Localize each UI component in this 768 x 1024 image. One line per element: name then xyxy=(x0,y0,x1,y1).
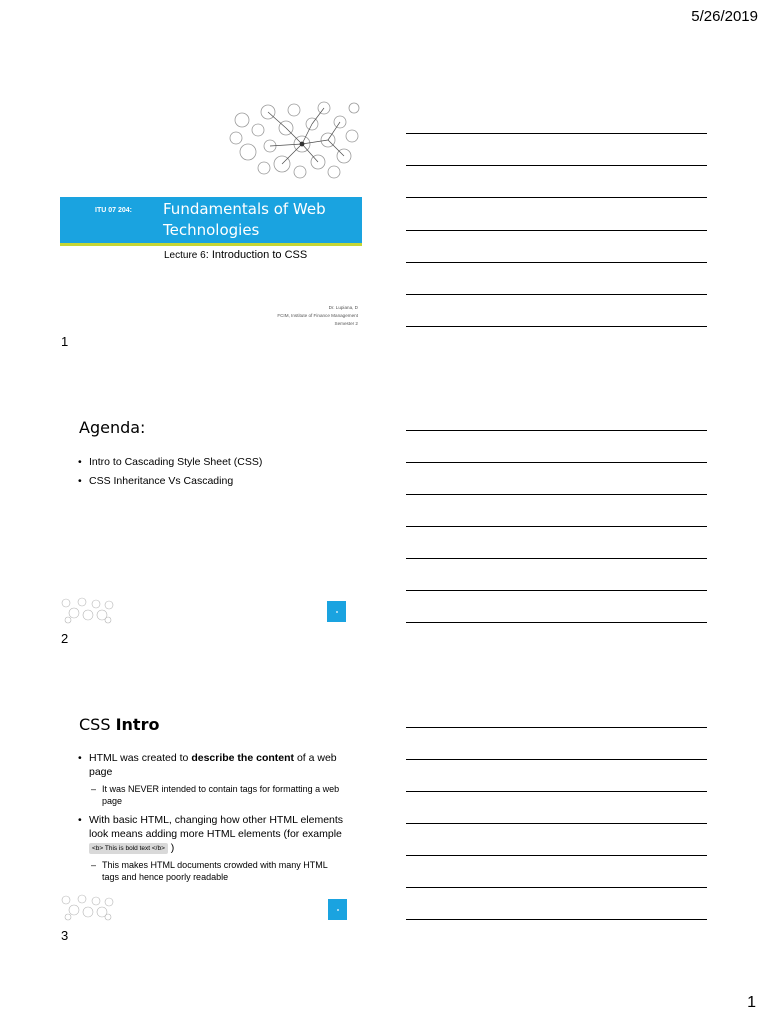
notes-line xyxy=(406,855,707,856)
bullet-text: HTML was created to xyxy=(89,752,192,764)
list-item: • CSS Inheritance Vs Cascading xyxy=(78,474,348,488)
heading-plain: CSS xyxy=(79,715,116,734)
network-graph-icon xyxy=(228,100,362,180)
slide-3 xyxy=(60,697,362,937)
bullet-list xyxy=(78,455,348,488)
list-item: • Intro to Cascading Style Sheet (CSS) xyxy=(78,455,348,469)
sub-list xyxy=(78,783,346,807)
notes-line xyxy=(406,558,707,559)
bullet-text: of a web page xyxy=(89,752,337,778)
author-name: Dr. Lupiana, D xyxy=(328,305,358,310)
author-info xyxy=(277,304,358,328)
lecture-subtitle xyxy=(164,249,307,261)
slide-number: 3 xyxy=(61,928,69,943)
notes-line xyxy=(406,430,707,431)
notes-line xyxy=(406,727,707,728)
slide-number-badge xyxy=(328,899,347,920)
slide-1 xyxy=(60,100,362,340)
notes-line xyxy=(406,526,707,527)
notes-line xyxy=(406,165,707,166)
notes-line xyxy=(406,326,707,327)
course-title: Fundamentals of Web Technologies xyxy=(163,200,326,239)
notes-line xyxy=(406,133,707,134)
author-affiliation: FCIM, Institute of Finance Management xyxy=(277,313,358,318)
notes-line xyxy=(406,823,707,824)
notes-line xyxy=(406,494,707,495)
notes-line xyxy=(406,262,707,263)
course-code: ITU 07 204: xyxy=(95,207,132,214)
notes-line xyxy=(406,919,707,920)
code-example: <b> This is bold text </b> xyxy=(89,843,168,854)
notes-line xyxy=(406,462,707,463)
slide-number: 1 xyxy=(61,334,69,349)
notes-line xyxy=(406,622,707,623)
notes-line xyxy=(406,887,707,888)
lecture-number: Lecture 6 xyxy=(164,250,206,261)
slide-number: 2 xyxy=(61,631,69,646)
slide-number-badge xyxy=(327,601,346,622)
slide-heading xyxy=(79,715,159,734)
bullet-text: With basic HTML, changing how other HTML elements look means adding more HTML elements (for example xyxy=(89,814,344,840)
list-item xyxy=(78,751,346,807)
heading-bold: Intro xyxy=(115,715,160,734)
notes-line xyxy=(406,759,707,760)
bullet-emphasis: describe the content xyxy=(191,752,295,764)
sub-list xyxy=(78,859,346,883)
sub-item: – This makes HTML documents crowded with many HTML tags and hence poorly readable xyxy=(78,859,346,883)
page-number: 1 xyxy=(747,994,756,1011)
network-graph-icon xyxy=(60,595,114,625)
lecture-topic: : Introduction to CSS xyxy=(205,249,308,261)
notes-line xyxy=(406,197,707,198)
page-date: 5/26/2019 xyxy=(691,8,758,25)
network-graph-icon xyxy=(60,892,114,922)
author-semester: Semester 2 xyxy=(334,321,358,326)
slide-heading: Agenda: xyxy=(79,418,146,437)
sub-item: – It was NEVER intended to contain tags for formatting a web page xyxy=(78,783,346,807)
notes-line xyxy=(406,590,707,591)
notes-line xyxy=(406,230,707,231)
notes-line xyxy=(406,294,707,295)
title-bar xyxy=(60,197,362,246)
notes-line xyxy=(406,791,707,792)
bullet-text: ) xyxy=(167,842,175,854)
slide-2 xyxy=(60,398,362,638)
list-item xyxy=(78,813,346,883)
bullet-list xyxy=(78,751,346,883)
